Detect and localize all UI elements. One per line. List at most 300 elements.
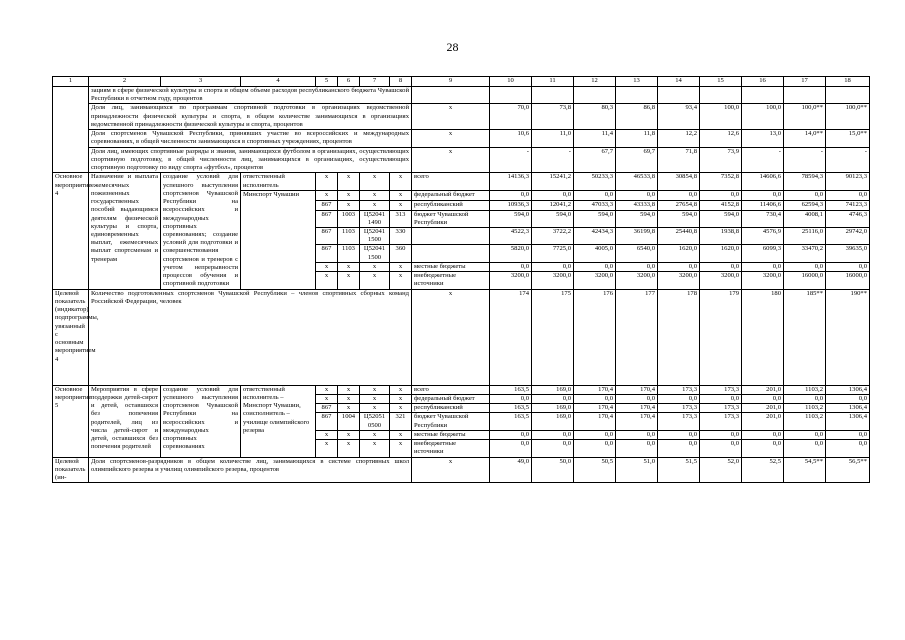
value-cell: 0,0 [490, 190, 532, 200]
value-cell: 163,5 [490, 404, 532, 413]
value-cell: 0,0 [742, 440, 784, 457]
code-cell: x [316, 173, 338, 190]
value-cell: 4522,3 [490, 227, 532, 244]
indicator-row [53, 104, 870, 130]
source-cell: внебюджетные источники [412, 440, 490, 457]
code-cell: x [316, 385, 338, 394]
value-cell: 0,0 [574, 440, 616, 457]
column-header: 3 [161, 77, 241, 87]
value-cell: 3200,0 [574, 272, 616, 289]
value-cell: 100,0** [826, 104, 870, 130]
code-cell: 867 [316, 404, 338, 413]
value-cell: - [532, 147, 574, 173]
event5-goal: создание условий для успешного выступления спортсменов Чувашской Республики на всероссийских и международных спортивных соревнованиях [161, 385, 241, 457]
value-cell: 73,9 [700, 147, 742, 173]
value-cell: 170,4 [616, 413, 658, 430]
value-cell: 173,3 [658, 413, 700, 430]
code-cell: 321 [390, 413, 412, 430]
code-cell: x [390, 272, 412, 289]
value-cell [658, 87, 700, 104]
value-cell: 0,0 [616, 430, 658, 439]
event5-executor: ответственный исполнитель – Минспорт Чувашии, соисполнитель – училище олимпийского резерва [241, 385, 316, 457]
code-cell: 867 [316, 245, 338, 262]
value-cell: 178 [658, 289, 700, 385]
code-cell: x [338, 394, 360, 403]
code-cell: x [390, 201, 412, 210]
value-cell: 185** [784, 289, 826, 385]
source-cell: республиканский [412, 404, 490, 413]
value-cell: 51,5 [658, 457, 700, 483]
x-cell: x [412, 130, 490, 147]
page-number: 28 [446, 40, 459, 54]
value-cell: 27654,8 [658, 201, 700, 210]
value-cell: 36199,8 [616, 227, 658, 244]
code-cell: 1003 [338, 210, 360, 227]
target4-title: Целевой показатель (индикатор) подпрограммы, увязанный с основным мероприятием 4 [53, 289, 89, 385]
x-cell: x [412, 457, 490, 483]
indicator-row [53, 147, 870, 173]
source-cell: всего [412, 385, 490, 394]
code-cell: 1103 [338, 245, 360, 262]
value-cell: 3200,0 [658, 272, 700, 289]
value-cell: 93,4 [658, 104, 700, 130]
code-cell: x [316, 430, 338, 439]
value-cell: 7725,0 [532, 245, 574, 262]
value-cell: 180 [742, 289, 784, 385]
value-cell: 0,0 [490, 394, 532, 403]
value-cell: 177 [616, 289, 658, 385]
value-cell: 0,0 [532, 440, 574, 457]
value-cell: 47033,3 [574, 201, 616, 210]
code-cell: 313 [390, 210, 412, 227]
value-cell: 69,7 [616, 147, 658, 173]
value-cell: 4152,8 [700, 201, 742, 210]
column-header: 11 [532, 77, 574, 87]
value-cell: 7352,8 [700, 173, 742, 190]
finance-row [53, 385, 870, 394]
source-cell: бюджет Чувашской Республики [412, 413, 490, 430]
column-header: 14 [658, 77, 700, 87]
value-cell [574, 87, 616, 104]
value-cell: 0,0 [532, 430, 574, 439]
value-cell: 0,0 [616, 262, 658, 271]
code-cell: x [360, 404, 390, 413]
source-cell [412, 245, 490, 262]
value-cell: 25116,0 [784, 227, 826, 244]
value-cell: 594,0 [574, 210, 616, 227]
target4-text: Количество подготовленных спортсменов Чувашской Республики – членов спортивных сборных команд Российской Федерации, человек [89, 289, 412, 385]
value-cell: 0,0 [616, 394, 658, 403]
value-cell: 14606,6 [742, 173, 784, 190]
value-cell: 0,0 [742, 190, 784, 200]
value-cell: 0,0 [700, 430, 742, 439]
value-cell: 173,3 [658, 404, 700, 413]
value-cell: 201,0 [742, 404, 784, 413]
code-cell: 867 [316, 413, 338, 430]
value-cell: 0,0 [826, 440, 870, 457]
value-cell: 80,3 [574, 104, 616, 130]
value-cell: 0,0 [532, 394, 574, 403]
value-cell: 201,0 [742, 385, 784, 394]
value-cell: 730,4 [742, 210, 784, 227]
code-cell: Ц52041 1500 [360, 245, 390, 262]
code-cell: x [360, 201, 390, 210]
value-cell: 6099,3 [742, 245, 784, 262]
value-cell: 5820,0 [490, 245, 532, 262]
target5-text: Доля спортсменов-разрядников в общем количестве лиц, занимающихся в системе спортивных школ олимпийского резерва и училищ олимпийского резерва, процентов [89, 457, 412, 483]
value-cell: 170,4 [616, 385, 658, 394]
code-cell: 867 [316, 227, 338, 244]
value-cell: - [742, 147, 784, 173]
value-cell: 29742,0 [826, 227, 870, 244]
value-cell: 0,0 [490, 262, 532, 271]
value-cell: 170,4 [574, 404, 616, 413]
value-cell: 3200,0 [532, 272, 574, 289]
event4-executor: Минспорт Чувашии [241, 190, 316, 289]
value-cell: 173,3 [700, 413, 742, 430]
value-cell: 62594,3 [784, 201, 826, 210]
code-cell: x [316, 272, 338, 289]
value-cell: 201,0 [742, 413, 784, 430]
value-cell: 1103,2 [784, 413, 826, 430]
value-cell: 50233,3 [574, 173, 616, 190]
value-cell: 0,0 [826, 394, 870, 403]
value-cell: 50,5 [574, 457, 616, 483]
value-cell: 190** [826, 289, 870, 385]
column-header: 12 [574, 77, 616, 87]
code-cell: x [360, 272, 390, 289]
code-cell: x [390, 404, 412, 413]
value-cell [784, 87, 826, 104]
column-header: 8 [390, 77, 412, 87]
value-cell: 12,6 [700, 130, 742, 147]
code-cell: x [338, 173, 360, 190]
value-cell: 0,0 [490, 440, 532, 457]
value-cell: 0,0 [532, 262, 574, 271]
value-cell: 594,0 [658, 210, 700, 227]
value-cell: 0,0 [616, 190, 658, 200]
value-cell: 1306,4 [826, 404, 870, 413]
value-cell: 0,0 [658, 262, 700, 271]
column-header: 9 [412, 77, 490, 87]
value-cell: 163,5 [490, 385, 532, 394]
source-cell [412, 227, 490, 244]
value-cell: 4576,9 [742, 227, 784, 244]
event4-name: Назначение и выплата ежемесячных пожизненных государственных пособий выдающимся деятелям физической культуры и спорта, единовременных выплат, ежемесячных выплат спортсменам и тренерам [89, 173, 161, 289]
value-cell [826, 87, 870, 104]
x-cell: x [412, 147, 490, 173]
code-cell: x [360, 190, 390, 200]
column-header: 4 [241, 77, 316, 87]
source-cell: местные бюджеты [412, 430, 490, 439]
value-cell: 0,0 [700, 190, 742, 200]
code-cell: x [338, 201, 360, 210]
code-cell: x [338, 404, 360, 413]
value-cell: 71,8 [658, 147, 700, 173]
value-cell: 52,0 [700, 457, 742, 483]
value-cell: 173,3 [700, 385, 742, 394]
value-cell: 1620,0 [658, 245, 700, 262]
value-cell: 39635,0 [826, 245, 870, 262]
value-cell: 0,0 [574, 262, 616, 271]
value-cell: 594,0 [532, 210, 574, 227]
code-cell: 1103 [338, 227, 360, 244]
value-cell: 12,2 [658, 130, 700, 147]
indicator-row [53, 87, 870, 104]
code-cell: 867 [316, 210, 338, 227]
target-row [53, 289, 870, 385]
value-cell: 176 [574, 289, 616, 385]
value-cell: 67,7 [574, 147, 616, 173]
column-header: 2 [89, 77, 161, 87]
value-cell: 1306,4 [826, 413, 870, 430]
event4-title: Основное мероприятие 4 [53, 173, 89, 289]
value-cell: 100,0 [700, 104, 742, 130]
value-cell: 100,0 [742, 104, 784, 130]
value-cell: 14136,3 [490, 173, 532, 190]
value-cell: 42434,3 [574, 227, 616, 244]
value-cell: 0,0 [658, 190, 700, 200]
value-cell: 13,0 [742, 130, 784, 147]
value-cell: 11,0 [532, 130, 574, 147]
header-row [53, 77, 870, 87]
value-cell: 49,0 [490, 457, 532, 483]
code-cell: x [360, 262, 390, 271]
value-cell: 0,0 [700, 394, 742, 403]
indicator-text: Доля лиц, занимающихся по программам спортивной подготовки в организациях ведомственной принадлежности физической культуры и спорта, в общем количестве занимающихся в организациях ведомственной принадлежности физической культуры и спорта, процентов [89, 104, 412, 130]
value-cell: 1620,0 [700, 245, 742, 262]
value-cell: 0,0 [616, 440, 658, 457]
value-cell: 54,5** [784, 457, 826, 483]
value-cell: 0,0 [784, 262, 826, 271]
value-cell: 0,0 [658, 394, 700, 403]
value-cell: 100,0** [784, 104, 826, 130]
column-header: 18 [826, 77, 870, 87]
value-cell: 10,6 [490, 130, 532, 147]
value-cell: 0,0 [742, 262, 784, 271]
value-cell: 73,8 [532, 104, 574, 130]
column-header: 10 [490, 77, 532, 87]
value-cell: 0,0 [490, 430, 532, 439]
indicator-row [53, 130, 870, 147]
value-cell: 594,0 [490, 210, 532, 227]
code-cell: x [316, 262, 338, 271]
value-cell: 174 [490, 289, 532, 385]
value-cell: 90123,3 [826, 173, 870, 190]
value-cell: 0,0 [784, 430, 826, 439]
code-cell: x [360, 394, 390, 403]
code-cell: x [390, 173, 412, 190]
code-cell: x [338, 385, 360, 394]
value-cell: 170,4 [574, 413, 616, 430]
code-cell: x [360, 440, 390, 457]
value-cell: 3722,2 [532, 227, 574, 244]
value-cell: 170,4 [574, 385, 616, 394]
value-cell: 1103,2 [784, 404, 826, 413]
value-cell: 10936,3 [490, 201, 532, 210]
value-cell: 163,5 [490, 413, 532, 430]
code-cell: x [338, 262, 360, 271]
value-cell: 86,8 [616, 104, 658, 130]
value-cell: 15241,2 [532, 173, 574, 190]
column-header: 16 [742, 77, 784, 87]
value-cell: 0,0 [784, 394, 826, 403]
value-cell: 52,5 [742, 457, 784, 483]
value-cell: 56,5** [826, 457, 870, 483]
value-cell: 179 [700, 289, 742, 385]
value-cell: 0,0 [742, 394, 784, 403]
code-cell: x [316, 440, 338, 457]
column-header: 17 [784, 77, 826, 87]
value-cell: 51,0 [616, 457, 658, 483]
value-cell: 0,0 [574, 430, 616, 439]
column-header: 1 [53, 77, 89, 87]
value-cell: 0,0 [532, 190, 574, 200]
column-header: 7 [360, 77, 390, 87]
value-cell: 78594,3 [784, 173, 826, 190]
code-cell: x [360, 173, 390, 190]
column-header: 15 [700, 77, 742, 87]
value-cell: 3200,0 [742, 272, 784, 289]
code-cell: Ц52051 0500 [360, 413, 390, 430]
value-cell: 4008,1 [784, 210, 826, 227]
source-cell: федеральный бюджет [412, 190, 490, 200]
value-cell: 50,0 [532, 457, 574, 483]
indicator-text: Доля спортсменов Чувашской Республики, принявших участие во всероссийских и международных соревнованиях, в общей численности занимающихся в спортивных учреждениях, процентов [89, 130, 412, 147]
value-cell: 74123,3 [826, 201, 870, 210]
code-cell: 330 [390, 227, 412, 244]
value-cell: 15,0** [826, 130, 870, 147]
value-cell [532, 87, 574, 104]
value-cell: 0,0 [742, 430, 784, 439]
finance-row [53, 173, 870, 190]
value-cell: 594,0 [700, 210, 742, 227]
value-cell: 0,0 [784, 190, 826, 200]
value-cell: 70,0 [490, 104, 532, 130]
value-cell: 11,8 [616, 130, 658, 147]
code-cell: x [316, 394, 338, 403]
event4-executor-label: ответственный исполнитель [241, 173, 316, 190]
value-cell [742, 87, 784, 104]
column-header: 6 [338, 77, 360, 87]
indicator-text: зациям в сфере физической культуры и спорта и общем объеме расходов республиканского бюджета Чувашской Республики в отчетном году, процентов [89, 87, 412, 104]
value-cell: 25440,8 [658, 227, 700, 244]
event4-goal: создание условий для успешного выступления спортсменов Чувашской Республики на всероссийских и международных спортивных соревнованиях; создание условий для подготовки и совершенствования спортсменов и тренеров с учетом непрерывности процессов обучения и спортивной подготовки [161, 173, 241, 289]
target5-title: Целевой показатель (ин- [53, 457, 89, 483]
code-cell: x [390, 430, 412, 439]
value-cell: 11406,6 [742, 201, 784, 210]
source-cell: всего [412, 173, 490, 190]
value-cell: 46533,8 [616, 173, 658, 190]
source-cell: внебюджетные источники [412, 272, 490, 289]
code-cell: x [390, 190, 412, 200]
code-cell: x [390, 262, 412, 271]
indicator-text: Доля лиц, имеющих спортивные разряды и звания, занимающихся футболом в организациях, осуществляющих спортивную подготовку, в общей численности лиц, занимающихся в организациях, осуществляющих спортивную подготовку по виду спорта «футбол», процентов [89, 147, 412, 173]
program-table [52, 76, 870, 483]
value-cell [700, 87, 742, 104]
value-cell: 173,3 [658, 385, 700, 394]
value-cell: 0,0 [700, 440, 742, 457]
code-cell: 867 [316, 201, 338, 210]
code-cell: x [338, 430, 360, 439]
value-cell: 12041,2 [532, 201, 574, 210]
value-cell: 14,0** [784, 130, 826, 147]
value-cell: 170,4 [616, 404, 658, 413]
event5-name: Мероприятия в сфере поддержки детей-сирот и детей, оставшихся без попечения родителей, лиц из числа детей-сирот и детей, оставшихся без попечения родителей [89, 385, 161, 457]
value-cell: 0,0 [826, 430, 870, 439]
value-cell: 0,0 [700, 262, 742, 271]
value-cell: 6540,0 [616, 245, 658, 262]
value-cell: 169,0 [532, 413, 574, 430]
value-cell: 169,0 [532, 385, 574, 394]
code-cell: 1004 [338, 413, 360, 430]
blank-cell [53, 87, 89, 173]
code-cell: x [360, 430, 390, 439]
value-cell: 16000,0 [784, 272, 826, 289]
value-cell: 175 [532, 289, 574, 385]
value-cell: 173,3 [700, 404, 742, 413]
value-cell: 3200,0 [490, 272, 532, 289]
code-cell: x [316, 190, 338, 200]
value-cell: 169,0 [532, 404, 574, 413]
code-cell: x [338, 272, 360, 289]
code-cell: x [390, 394, 412, 403]
value-cell: 1103,2 [784, 385, 826, 394]
value-cell: 16000,0 [826, 272, 870, 289]
x-cell [412, 87, 490, 104]
value-cell: 0,0 [784, 440, 826, 457]
value-cell: 1938,8 [700, 227, 742, 244]
value-cell: 0,0 [574, 394, 616, 403]
x-cell: x [412, 289, 490, 385]
value-cell: 1306,4 [826, 385, 870, 394]
code-cell: x [390, 440, 412, 457]
value-cell: 30854,8 [658, 173, 700, 190]
value-cell: - [826, 147, 870, 173]
value-cell: 0,0 [826, 190, 870, 200]
value-cell: - [490, 147, 532, 173]
target-row [53, 457, 870, 483]
column-header: 5 [316, 77, 338, 87]
value-cell: 594,0 [616, 210, 658, 227]
value-cell [490, 87, 532, 104]
code-cell: x [338, 190, 360, 200]
value-cell: 0,0 [658, 440, 700, 457]
value-cell: 4005,0 [574, 245, 616, 262]
source-cell: местные бюджеты [412, 262, 490, 271]
code-cell: 360 [390, 245, 412, 262]
value-cell: 4746,3 [826, 210, 870, 227]
value-cell: 33470,2 [784, 245, 826, 262]
code-cell: Ц52041 1500 [360, 227, 390, 244]
source-cell: бюджет Чувашской Республики [412, 210, 490, 227]
code-cell: x [390, 385, 412, 394]
value-cell: 3200,0 [700, 272, 742, 289]
value-cell: 0,0 [574, 190, 616, 200]
event5-title: Основное мероприятие 5 [53, 385, 89, 457]
value-cell: 0,0 [826, 262, 870, 271]
value-cell: 0,0 [658, 430, 700, 439]
code-cell: x [338, 440, 360, 457]
value-cell: 3200,0 [616, 272, 658, 289]
value-cell: 11,4 [574, 130, 616, 147]
code-cell: Ц52041 1490 [360, 210, 390, 227]
x-cell: x [412, 104, 490, 130]
code-cell: x [360, 385, 390, 394]
value-cell: - [784, 147, 826, 173]
source-cell: федеральный бюджет [412, 394, 490, 403]
column-header: 13 [616, 77, 658, 87]
